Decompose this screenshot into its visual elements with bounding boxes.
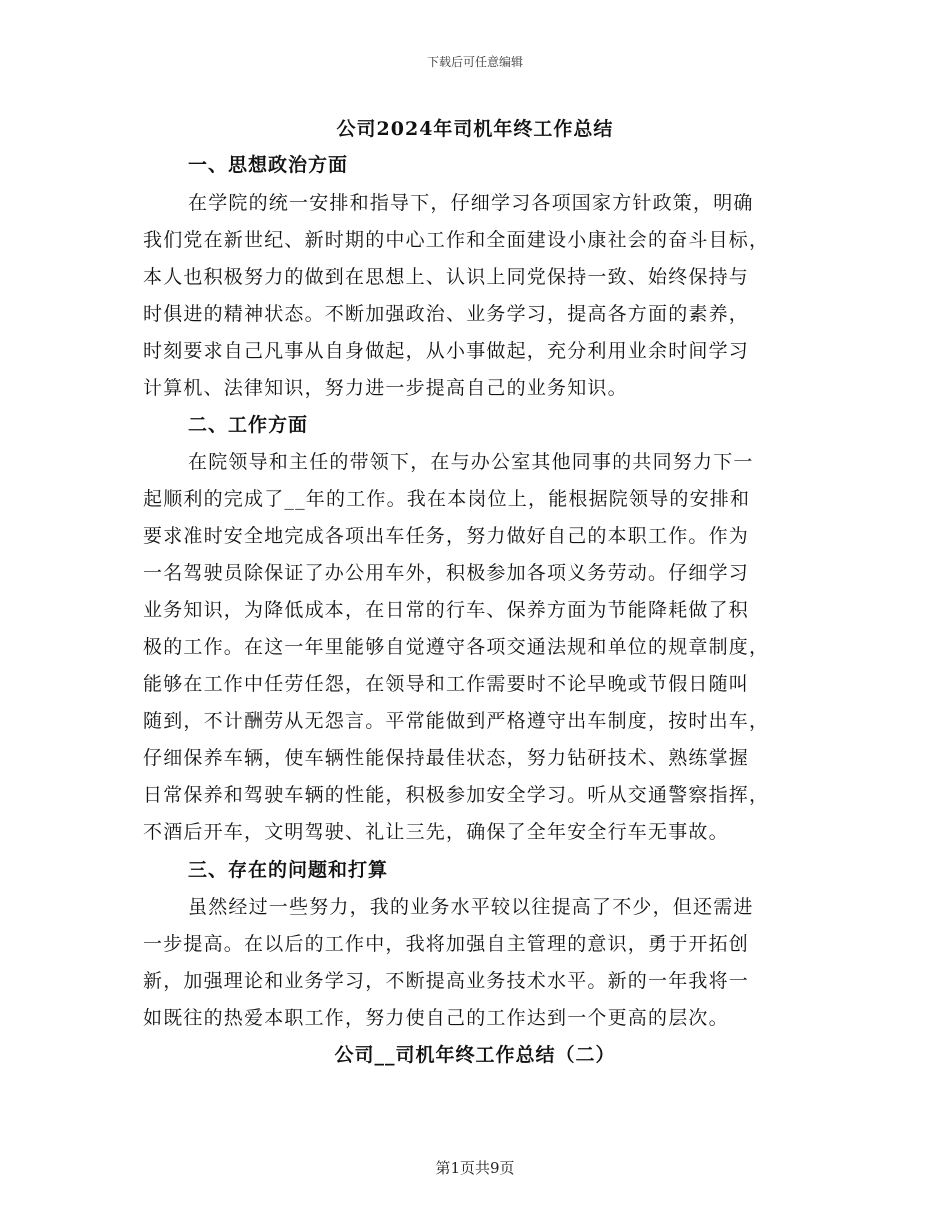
document-title: 公司2024年司机年终工作总结 [336, 118, 614, 140]
paragraph-line: 业务知识，为降低成本，在日常的行车、保养方面为节能降耗做了积 [143, 599, 750, 621]
paragraph-line: 在学院的统一安排和指导下，仔细学习各项国家方针政策，明确 [188, 192, 754, 214]
paragraph-line: 要求准时安全地完成各项出车任务，努力做好自己的本职工作。作为 [143, 525, 750, 547]
paragraph-line: 日常保养和驾驶车辆的性能，积极参加安全学习。听从交通警察指挥， [143, 784, 770, 806]
paragraph-line: 能够在工作中任劳任怨，在领导和工作需要时不论早晚或节假日随叫 [143, 673, 750, 695]
paragraph-line: 起顺利的完成了__年的工作。我在本岗位上，能根据院领导的安排和 [143, 488, 751, 510]
paragraph-line: 仔细保养车辆，使车辆性能保持最佳状态，努力钻研技术、熟练掌握 [143, 747, 750, 769]
next-document-title: 公司__司机年终工作总结（二） [334, 1044, 616, 1066]
section-heading-1: 一、思想政治方面 [188, 154, 349, 176]
section-heading-2: 二、工作方面 [188, 414, 309, 436]
paragraph-line: 我们党在新世纪、新时期的中心工作和全面建设小康社会的奋斗目标， [143, 229, 770, 251]
paragraph-line: 虽然经过一些努力，我的业务水平较以往提高了不少，但还需进 [188, 896, 754, 918]
paragraph-line: 时刻要求自己凡事从自身做起，从小事做起，充分利用业余时间学习 [143, 340, 750, 362]
paragraph-line: 新，加强理论和业务学习，不断提高业务技术水平。新的一年我将一 [143, 970, 750, 992]
paragraph-line: 如既往的热爱本职工作，努力使自己的工作达到一个更高的层次。 [143, 1007, 729, 1029]
paragraph-line: 本人也积极努力的做到在思想上、认识上同党保持一致、始终保持与 [143, 266, 750, 288]
paragraph-line: 时俱进的精神状态。不断加强政治、业务学习，提高各方面的素养， [143, 303, 750, 325]
page-footer: 第1页共9页 [435, 1159, 515, 1177]
paragraph-line: 一步提高。在以后的工作中，我将加强自主管理的意识，勇于开拓创 [143, 933, 750, 955]
paragraph-line: 不酒后开车，文明驾驶、礼让三先，确保了全年安全行车无事故。 [143, 821, 729, 843]
paragraph-line: 随到，不计酬劳从无怨言。平常能做到严格遵守出车制度，按时出车， [143, 710, 770, 732]
paragraph-line: 在院领导和主任的带领下，在与办公室其他同事的共同努力下一 [188, 451, 754, 473]
section-heading-3: 三、存在的问题和打算 [188, 859, 389, 881]
paragraph-line: 计算机、法律知识，努力进一步提高自己的业务知识。 [143, 377, 628, 399]
paragraph-line: 一名驾驶员除保证了办公用车外，积极参加各项义务劳动。仔细学习 [143, 562, 750, 584]
header-note: 下载后可任意编辑 [426, 55, 523, 69]
paragraph-line: 极的工作。在这一年里能够自觉遵守各项交通法规和单位的规章制度， [143, 636, 770, 658]
